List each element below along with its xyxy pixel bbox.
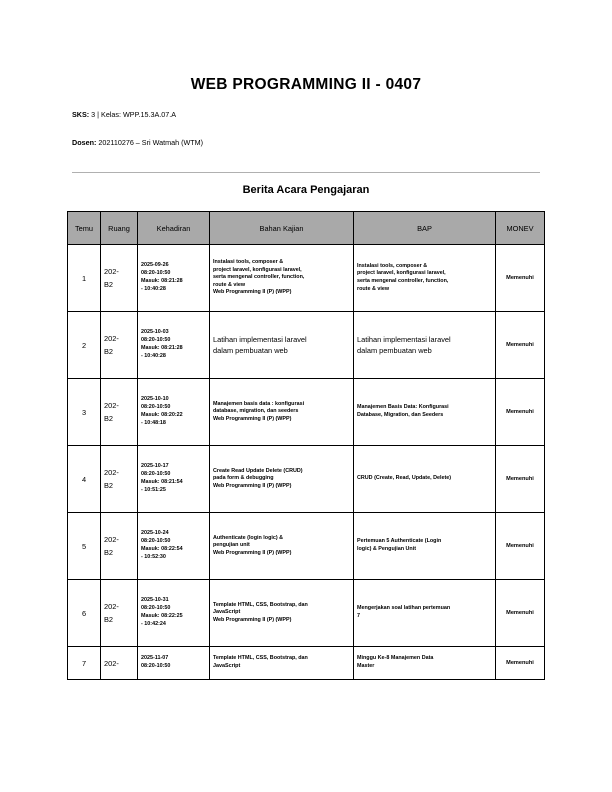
cell-bahan-kajian: Create Read Update Delete (CRUD) pada form & debugging Web Programming II (P) (WPP) xyxy=(210,446,354,513)
cell-monev: Memenuhi xyxy=(496,647,545,680)
cell-temu: 5 xyxy=(68,513,101,580)
sks-kelas-line xyxy=(72,110,176,119)
cell-bap: Pertemuan 5 Authenticate (Login logic) & Pengujian Unit xyxy=(354,513,496,580)
cell-ruang: 202- B2 xyxy=(101,312,138,379)
cell-kehadiran: 2025-10-31 08:20-10:50 Masuk: 08:22:25 - 10:42:24 xyxy=(138,580,210,647)
cell-temu: 3 xyxy=(68,379,101,446)
cell-monev: Memenuhi xyxy=(496,580,545,647)
cell-temu: 2 xyxy=(68,312,101,379)
cell-monev: Memenuhi xyxy=(496,245,545,312)
cell-monev: Memenuhi xyxy=(496,446,545,513)
header-monev: MONEV xyxy=(496,212,545,245)
cell-bap: CRUD (Create, Read, Update, Delete) xyxy=(354,446,496,513)
cell-monev: Memenuhi xyxy=(496,312,545,379)
document-title: WEB PROGRAMMING II - 0407 xyxy=(190,76,422,93)
cell-ruang: 202- B2 xyxy=(101,379,138,446)
header-ruang: Ruang xyxy=(101,212,138,245)
divider xyxy=(72,172,540,173)
sks-label: SKS: xyxy=(72,110,90,119)
cell-kehadiran: 2025-10-17 08:20-10:50 Masuk: 08:21:54 - 10:51:25 xyxy=(138,446,210,513)
cell-kehadiran: 2025-11-07 08:20-10:50 xyxy=(138,647,210,680)
cell-monev: Memenuhi xyxy=(496,379,545,446)
table-row xyxy=(68,379,545,446)
table-row xyxy=(68,245,545,312)
table-row xyxy=(68,647,545,680)
dosen-label: Dosen: xyxy=(72,138,97,147)
cell-temu: 7 xyxy=(68,647,101,680)
cell-bap: Latihan implementasi laravel dalam pembuatan web xyxy=(354,312,496,379)
cell-ruang: 202- B2 xyxy=(101,245,138,312)
cell-kehadiran: 2025-09-26 08:20-10:50 Masuk: 08:21:28 - 10:40:28 xyxy=(138,245,210,312)
table-header-row xyxy=(68,212,545,245)
cell-ruang: 202- B2 xyxy=(101,580,138,647)
cell-kehadiran: 2025-10-24 08:20-10:50 Masuk: 08:22:54 - 10:52:30 xyxy=(138,513,210,580)
cell-bahan-kajian: Template HTML, CSS, Bootstrap, dan JavaScript Web Programming II (P) (WPP) xyxy=(210,580,354,647)
table-row xyxy=(68,312,545,379)
cell-bahan-kajian: Manajemen basis data : konfigurasi database, migration, dan seeders Web Programming II (P) (WPP) xyxy=(210,379,354,446)
table-row xyxy=(68,446,545,513)
header-temu: Temu xyxy=(68,212,101,245)
cell-kehadiran: 2025-10-03 08:20-10:50 Masuk: 08:21:28 - 10:40:28 xyxy=(138,312,210,379)
section-title: Berita Acara Pengajaran xyxy=(242,184,370,196)
cell-ruang: 202- xyxy=(101,647,138,680)
header-kehadiran: Kehadiran xyxy=(138,212,210,245)
berita-acara-table xyxy=(67,211,545,680)
cell-ruang: 202- B2 xyxy=(101,513,138,580)
cell-bap: Instalasi tools, composer & project laravel, konfigurasi laravel, serta mengenal controller, function, route & view xyxy=(354,245,496,312)
cell-bap: Mengerjakan soal latihan pertemuan 7 xyxy=(354,580,496,647)
cell-bap: Manajemen Basis Data: Konfigurasi Database, Migration, dan Seeders xyxy=(354,379,496,446)
cell-ruang: 202- B2 xyxy=(101,446,138,513)
table-row xyxy=(68,580,545,647)
dosen-line xyxy=(72,138,203,147)
cell-temu: 1 xyxy=(68,245,101,312)
cell-bap: Minggu Ke-8 Manajemen Data Master xyxy=(354,647,496,680)
header-bahan-kajian: Bahan Kajian xyxy=(210,212,354,245)
cell-bahan-kajian: Latihan implementasi laravel dalam pembuatan web xyxy=(210,312,354,379)
cell-bahan-kajian: Template HTML, CSS, Bootstrap, dan JavaScript xyxy=(210,647,354,680)
cell-monev: Memenuhi xyxy=(496,513,545,580)
cell-kehadiran: 2025-10-10 08:20-10:50 Masuk: 08:20:22 - 10:48:18 xyxy=(138,379,210,446)
sks-kelas-value: 3 | Kelas: WPP.15.3A.07.A xyxy=(89,110,177,119)
table-row xyxy=(68,513,545,580)
cell-temu: 4 xyxy=(68,446,101,513)
cell-bahan-kajian: Instalasi tools, composer & project laravel, konfigurasi laravel, serta mengenal controller, function, route & view Web Programming II (P) (WPP) xyxy=(210,245,354,312)
cell-bahan-kajian: Authenticate (login logic) & pengujian unit Web Programming II (P) (WPP) xyxy=(210,513,354,580)
dosen-value: 202110276 – Sri Watmah (WTM) xyxy=(96,138,204,147)
header-bap: BAP xyxy=(354,212,496,245)
cell-temu: 6 xyxy=(68,580,101,647)
